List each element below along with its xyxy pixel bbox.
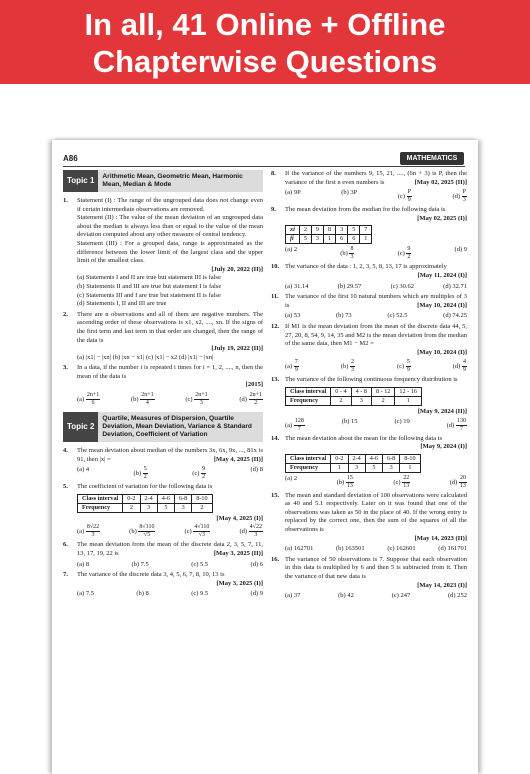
option-a: (a) $\frac{7}{9}$ (285, 359, 298, 374)
option-b: (b) 15 (341, 417, 358, 425)
option-c: (c) 52.5 (387, 312, 408, 320)
page-number: A86 (63, 154, 78, 163)
question-1 (63, 197, 263, 309)
question-13 (271, 376, 467, 385)
option-a: (a) $\frac{128}{7}$ (285, 417, 304, 432)
question-number: 8. (271, 170, 276, 177)
option-c: (c) $\frac{P}{9}$ (397, 189, 411, 204)
option-b: (b) 42 (338, 592, 354, 600)
option-d: (d) $\frac{2n+1}{2}$ (239, 392, 262, 407)
option-d: (d) 32.71 (443, 282, 467, 290)
question-2 (63, 311, 263, 363)
statement-2: Statement (II) : The value of the mean deviation of an ungrouped data about the median is always less than or equal to the value of the mean deviation computed about any other measure of central tendency. (77, 214, 263, 239)
option-d: (d) $\frac{20}{13}$ (449, 474, 466, 489)
topic-2-header (63, 412, 263, 442)
option-b: (b) 8 (136, 590, 149, 598)
question-text: The mean deviation about the mean for the following data is (285, 434, 443, 442)
option-b: (b) $\frac{5}{2}$ (133, 466, 147, 481)
question-text: There are n observations and all of them are negative numbers. The ascending order of these observations is x1, x2, ...., xn. If the signs of the first term and last term in that order are changed, then the range of the data is (77, 310, 263, 344)
question-5-options (63, 524, 263, 539)
question-source: [May 14, 2023 (II)] (414, 534, 467, 542)
data-table: Class interval 0 - 4 4 - 8 8 - 12 12 - 16 Frequency 2 3 2 1 (285, 387, 422, 406)
question-5 (63, 483, 263, 492)
option-a: (a) 2 (285, 474, 298, 482)
question-source: [May 10, 2024 (I)] (417, 301, 467, 309)
question-source: [May 02, 2025 (II)] (414, 178, 467, 186)
question-source: [May 4, 2025 (II)] (213, 455, 263, 463)
option-a: (a) 2 (285, 246, 298, 254)
question-12 (271, 323, 467, 357)
question-6 (63, 541, 263, 558)
question-number: 9. (271, 206, 276, 214)
question-source: [May 3, 2025 (II)] (213, 550, 263, 558)
question-11 (271, 293, 467, 310)
option-c: (c) 5.5 (191, 560, 209, 568)
question-number: 14. (271, 434, 280, 442)
question-12-options (271, 359, 467, 374)
option-d: (d) 161701 (438, 545, 467, 553)
header-rule (63, 166, 465, 167)
question-text: The variance of the first 10 natural numbers which are multiples of 3 is (285, 293, 467, 309)
option-c: (c) 247 (391, 592, 411, 600)
question-7-options (63, 590, 263, 599)
option-a: (a) Statements I and II are true but statement III is false (77, 274, 221, 282)
question-source: [July 20, 2022 (II)] (211, 265, 263, 273)
subject-badge: MATHEMATICS (400, 152, 464, 165)
option-a: (a) 37 (285, 592, 301, 600)
question-text: The mean deviation from the median for the following data is (285, 206, 446, 214)
question-text: The variance of 50 observations is 7. Suppose that each observation in this data is multiplied by 6 and then 5 is subtracted from it. Then the variance of that new data is (285, 555, 467, 581)
option-c: (c) $\frac{2n+1}{3}$ (185, 392, 208, 407)
option-a: (a) 8 (77, 560, 90, 568)
option-a: (a) 7.5 (77, 590, 94, 598)
option-d: (d) 252 (448, 592, 467, 600)
question-number: 11. (271, 293, 279, 301)
question-16 (271, 556, 467, 590)
options-row: (a) |x1| − |xn| (b) |xn − x1| (c) |x1| − x2 (d) |x1| − |xn| (77, 353, 214, 361)
question-source: [July 19, 2022 (II)] (211, 345, 263, 353)
option-b: (b) $\frac{15}{13}$ (336, 474, 353, 489)
question-number: 7. (63, 571, 68, 579)
option-a: (a) 31.14 (285, 282, 309, 290)
question-13-options (271, 418, 467, 433)
question-7 (63, 571, 263, 588)
option-d: (d) $\frac{P}{3}$ (452, 189, 466, 204)
question-number: 15. (271, 491, 280, 499)
option-a: (a) 53 (285, 312, 301, 320)
option-c: (c) $\frac{4√110}{√3}$ (184, 524, 210, 539)
option-d: (d) 6 (250, 560, 263, 568)
statement-3: Statement (III) : For a grouped data, range is approximated as the difference between the lower limit of the largest class and the upper limit of the smallest class. (77, 239, 263, 265)
question-number: 2. (63, 310, 68, 318)
question-15 (271, 492, 467, 544)
data-table: xi 2 9 8 3 5 7 fi 5 3 1 6 6 1 (285, 225, 372, 244)
question-text: The coefficient of variation for the following data is (77, 483, 213, 491)
question-number: 10. (271, 263, 280, 271)
option-b: (b) $\frac{2n+1}{4}$ (131, 392, 154, 407)
option-d: (d) $\frac{4}{9}$ (452, 359, 466, 374)
question-number: 5. (63, 483, 68, 491)
question-8-options (271, 189, 467, 204)
question-source: [May 4, 2025 (I)] (216, 514, 263, 522)
question-text: The mean deviation about median of the numbers 3x, 6x, 9x, ..., 81x is 91, then |x| = (77, 447, 263, 463)
topic-tag: Topic 2 (63, 412, 98, 442)
question-number: 16. (271, 555, 280, 563)
question-9 (271, 206, 467, 223)
question-text: If the variance of the numbers 9, 15, 21, ...., (6n + 3) is P, then the variance of the first n even numbers is (285, 170, 467, 186)
banner-line-2: Chapterwise Questions (92, 44, 438, 79)
question-6-options (63, 561, 263, 570)
question-source: [2015] (245, 381, 263, 389)
question-source: [May 14, 2023 (I)] (417, 581, 467, 589)
question-number: 4. (63, 447, 68, 455)
option-d: (d) 74.25 (443, 312, 467, 320)
option-b: (b) Statements II and III are true but statement I is false (77, 282, 222, 290)
left-column (63, 170, 263, 601)
question-text: If M1 is the mean deviation from the mean of the discrete data 44, 5, 27, 20, 8, 54, 9, 14, 35 and M2 is the mean deviation from the median of the same data, then M1 − M2 = (285, 322, 467, 348)
banner-line-1: In all, 41 Online + Offline (84, 7, 446, 42)
option-b: (b) 29.57 (337, 282, 362, 290)
promo-banner (0, 0, 530, 84)
data-table: Class interval 0-2 2-4 4-6 6-8 8-10 Frequency 2 3 5 3 2 (77, 494, 213, 513)
question-4-options (63, 466, 263, 481)
question-3-options (63, 392, 263, 407)
option-c: (c) 9.5 (191, 590, 209, 598)
option-c: (c) $\frac{5}{9}$ (396, 359, 410, 374)
question-text: The variance of the data : 1, 2, 3, 5, 8, 13, 17 is approximately (285, 263, 447, 271)
question-11-options (271, 312, 467, 321)
option-c: (c) 19 (394, 417, 410, 425)
option-d: (d) $\frac{130}{7}$ (446, 417, 466, 432)
question-source: [May 3, 2025 (I)] (216, 579, 263, 587)
option-b: (b) $\frac{8√110}{√5}$ (129, 524, 155, 539)
question-number: 6. (63, 541, 68, 549)
topic-title: Quartile, Measures of Dispersion, Quartile Deviation, Mean Deviation, Variance & Standard Deviation, Coefficient of Variation (102, 415, 252, 439)
option-d: (d) 9 (454, 246, 467, 254)
option-d: (d) Statements I, II and III are true (77, 300, 167, 308)
option-c: (c) $\frac{9}{2}$ (397, 246, 411, 261)
topic-tag: Topic 1 (63, 170, 98, 192)
statement-1: Statement (I) : The range of the ungrouped data does not change even if certain intermediate observations are removed. (77, 197, 263, 213)
data-table: Class interval 0-2 2-4 4-6 6-8 8-10 Frequency 1 3 5 3 1 (285, 454, 421, 473)
question-source: [May 10, 2024 (I)] (417, 348, 467, 356)
option-c: (c) $\frac{22}{13}$ (393, 474, 410, 489)
option-c: (c) 30.62 (390, 282, 415, 290)
topic-title: Arithmetic Mean, Geometric Mean, Harmonic Mean, Median & Mode (102, 173, 243, 188)
option-c: (c) 162601 (387, 545, 416, 553)
option-d: (d) 8 (250, 466, 263, 474)
option-a: (a) $\frac{8√22}{3}$ (77, 524, 100, 539)
question-number: 3. (63, 364, 68, 372)
question-source: [May 02, 2025 (I)] (417, 214, 467, 222)
question-16-options (271, 592, 467, 601)
right-column (271, 170, 467, 603)
option-d: (d) 9 (250, 590, 263, 598)
option-b: (b) 73 (335, 312, 352, 320)
question-14 (271, 435, 467, 452)
option-b: (b) 163501 (335, 545, 365, 553)
question-text: The mean deviation from the mean of the discrete data 2, 3, 5, 7, 11, 13, 17, 19, 22 is (77, 541, 263, 558)
question-text: The variance of the following continuous frequency distribution is (285, 376, 458, 384)
question-10-options (271, 283, 467, 292)
question-number: 1. (63, 197, 68, 204)
option-d: (d) $\frac{4√22}{3}$ (239, 524, 262, 539)
question-source: [May 9, 2024 (I)] (420, 443, 467, 451)
question-9-options (271, 246, 467, 261)
option-a: (a) 4 (77, 466, 90, 474)
question-14-options (271, 475, 467, 490)
question-text: The mean and standard deviation of 100 observations were calculated as 40 and 5.1 respectively. Later on it was found that one of the observations was taken as 50 in the place of 40. If the wrong entry is replaced by the correct one, then the sum of the squares of all the observations is (285, 491, 467, 534)
option-a: (a) $\frac{2n+1}{6}$ (77, 392, 100, 407)
option-b: (b) $\frac{8}{3}$ (340, 246, 354, 261)
question-number: 12. (271, 322, 280, 330)
option-a: (a) 162701 (285, 545, 314, 553)
option-c: (c) $\frac{9}{2}$ (192, 466, 206, 481)
question-3 (63, 364, 263, 390)
option-b: (b) $\frac{2}{3}$ (340, 359, 355, 374)
option-b: (b) 3P (341, 189, 358, 197)
question-text: The variance of the discrete data 3, 4, 5, 6, 7, 8, 10, 13 is (77, 571, 225, 579)
question-text: In a data, if the number i is repeated i times for i = 1, 2, ...., n, then the mean of the data is (77, 364, 263, 380)
option-a: (a) 9P (285, 189, 301, 197)
question-10 (271, 263, 467, 280)
option-c: (c) Statements III and I are true but statement II is false (77, 291, 221, 299)
question-source: [May 11, 2024 (I)] (417, 271, 467, 279)
option-b: (b) 7.5 (131, 560, 149, 568)
question-8 (271, 170, 467, 187)
question-source: [May 9, 2024 (II)] (417, 407, 467, 415)
topic-1-header (63, 170, 263, 192)
question-number: 13. (271, 376, 280, 384)
question-4 (63, 447, 263, 464)
question-15-options (271, 545, 467, 554)
